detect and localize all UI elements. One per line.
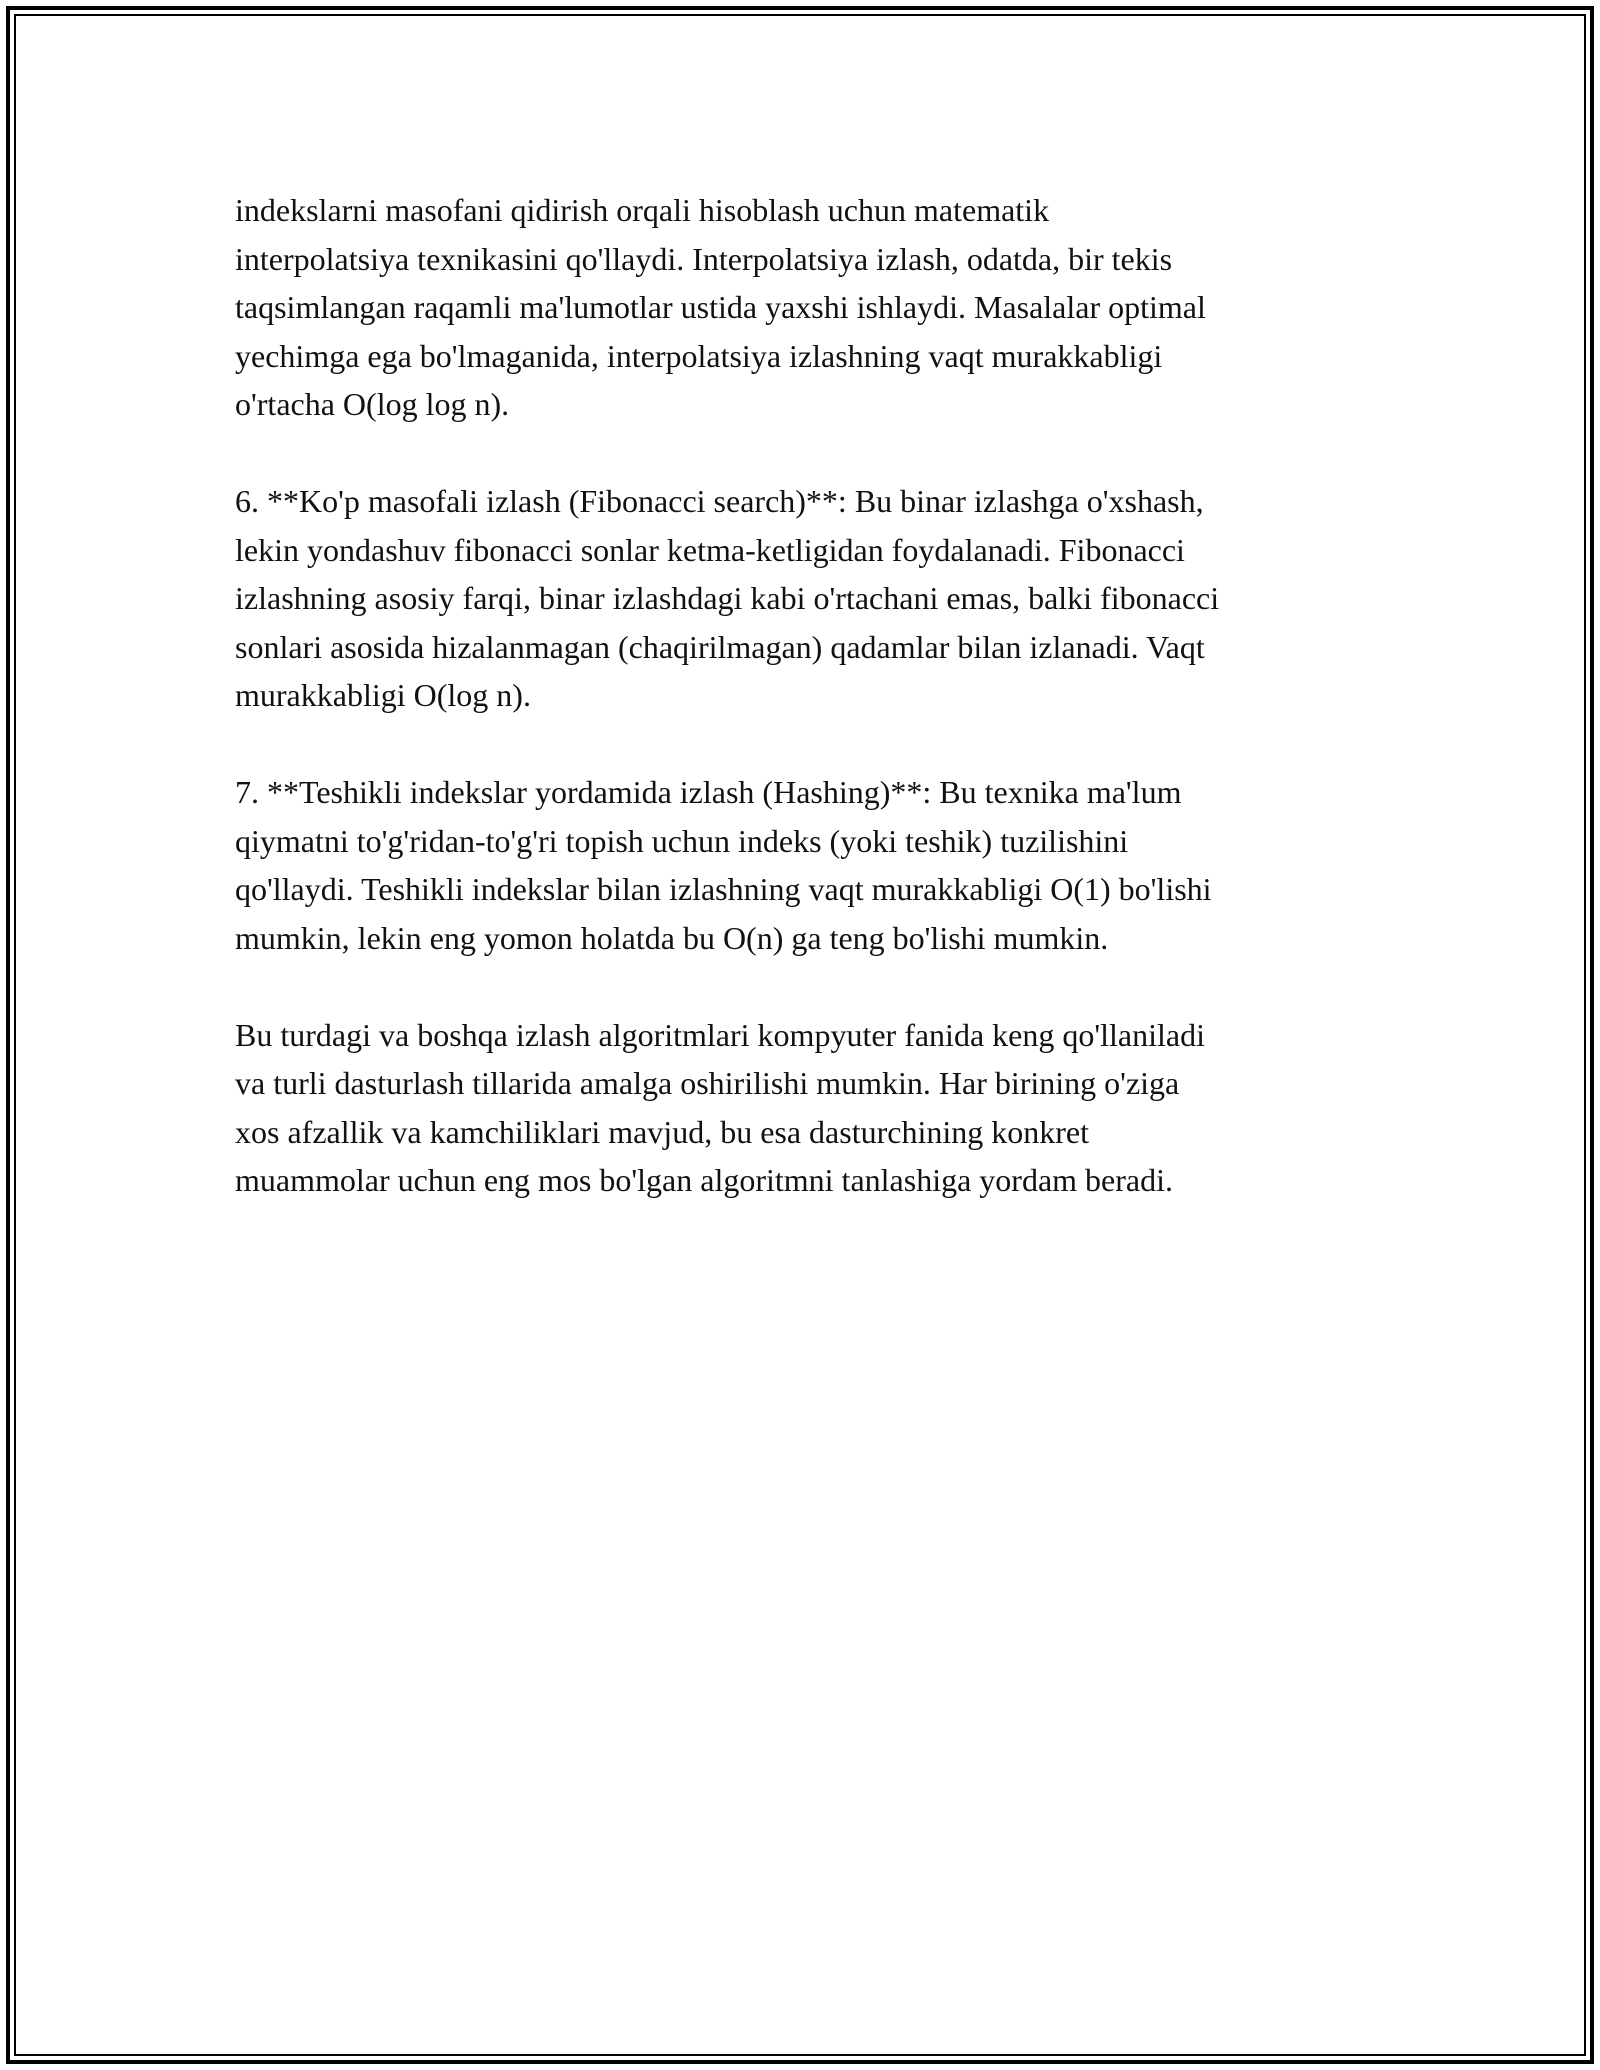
paragraph-fibonacci-search: 6. **Ko'p masofali izlash (Fibonacci search)**: Bu binar izlashga o'xshash, lekin yondashuv fibonacci sonlar ketma-ketligidan foydalanadi. Fibonacci izlashning asosiy farqi, binar izlashdagi kabi o'rtachani emas, balki fibonacci sonlari asosida hizalanmagan (chaqirilmagan) qadamlar bilan izlanadi. Vaqt murakkabligi O(log n). bbox=[235, 483, 1220, 713]
document-body bbox=[235, 186, 1415, 1205]
paragraph-interpolation-search: indekslarni masofani qidirish orqali hisoblash uchun matematik interpolatsiya texnikasini qo'llaydi. Interpolatsiya izlash, odatda, bir tekis taqsimlangan raqamli ma'lumotlar ustida yaxshi ishlaydi. Masalalar optimal yechimga ega bo'lmaganida, interpolatsiya izlashning vaqt murakkabligi o'rtacha O(log log n). bbox=[235, 192, 1206, 422]
paragraph-hashing-search: 7. **Teshikli indekslar yordamida izlash (Hashing)**: Bu texnika ma'lum qiymatni to'g'ridan-to'g'ri topish uchun indeks (yoki teshik) tuzilishini qo'llaydi. Teshikli indekslar bilan izlashning vaqt murakkabligi O(1) bo'lishi mumkin, lekin eng yomon holatda bu O(n) ga teng bo'lishi mumkin. bbox=[235, 774, 1212, 956]
paragraph-conclusion: Bu turdagi va boshqa izlash algoritmlari kompyuter fanida keng qo'llaniladi va turli dasturlash tillarida amalga oshirilishi mumkin. Har birining o'ziga xos afzallik va kamchiliklari mavjud, bu esa dasturchining konkret muammolar uchun eng mos bo'lgan algoritmni tanlashiga yordam beradi. bbox=[235, 1016, 1205, 1198]
